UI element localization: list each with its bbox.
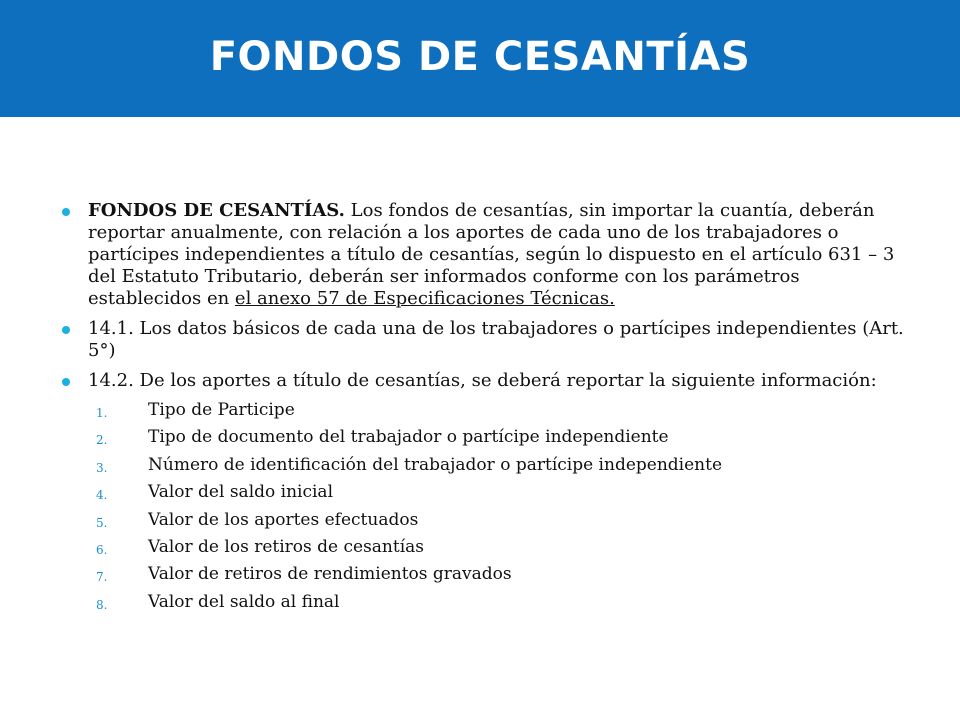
bullet-text: Los fondos de cesantías, sin importar la cuantía, deberán reportar anualmente, con relación a los aportes de cada uno de los trabajadores o partícipes independientes a título de cesantías, según lo dispuesto en el artículo 631 – 3 del Estatuto Tributario, deberán ser informados conforme con los parámetros establecidos en <box>88 200 895 309</box>
bullet-text: 14.1. Los datos básicos de cada una de los trabajadores o partícipes independientes (Art. 5°) <box>88 318 904 361</box>
list-item <box>60 592 910 613</box>
slide-content <box>60 200 910 619</box>
list-item-label: Valor del saldo al final <box>148 591 340 612</box>
list-number: 3. <box>96 460 108 475</box>
list-item-label: Tipo de documento del trabajador o partícipe independiente <box>148 427 669 448</box>
list-item-label: Valor de los aportes efectuados <box>148 509 419 530</box>
list-item <box>60 482 910 503</box>
list-number: 8. <box>96 597 108 612</box>
list-item <box>60 537 910 558</box>
title-bar <box>0 0 960 117</box>
list-number: 6. <box>96 542 108 557</box>
numbered-list <box>60 400 910 613</box>
list-item-label: Tipo de Participe <box>148 400 295 420</box>
list-item <box>60 455 910 476</box>
anexo-link[interactable]: el anexo 57 de Especificaciones Técnicas. <box>234 288 615 309</box>
list-number: 5. <box>96 515 108 530</box>
bullet-text: 14.2. De los aportes a título de cesantías, se deberá reportar la siguiente información: <box>88 370 877 391</box>
bullet-fondos <box>60 200 910 310</box>
bullet-14-1 <box>60 318 910 362</box>
list-item-label: Valor de los retiros de cesantías <box>148 536 425 557</box>
list-item <box>60 564 910 585</box>
list-item <box>60 510 910 531</box>
bullet-14-2 <box>60 370 910 392</box>
list-number: 2. <box>96 433 108 448</box>
bullet-dot-icon <box>62 378 70 386</box>
list-item-label: Valor del saldo inicial <box>148 482 334 503</box>
list-item <box>60 400 910 421</box>
list-number: 1. <box>96 406 108 420</box>
list-number: 4. <box>96 488 108 503</box>
bullet-dot-icon <box>62 208 70 216</box>
page-title: FONDOS DE CESANTÍAS <box>209 33 751 80</box>
list-item-label: Valor de retiros de rendimientos gravados <box>148 564 512 585</box>
list-item <box>60 427 910 448</box>
list-number: 7. <box>96 570 108 585</box>
bullet-lead: FONDOS DE CESANTÍAS. <box>88 200 345 221</box>
list-item-label: Número de identificación del trabajador o partícipe independiente <box>148 454 722 475</box>
bullet-dot-icon <box>62 326 70 334</box>
